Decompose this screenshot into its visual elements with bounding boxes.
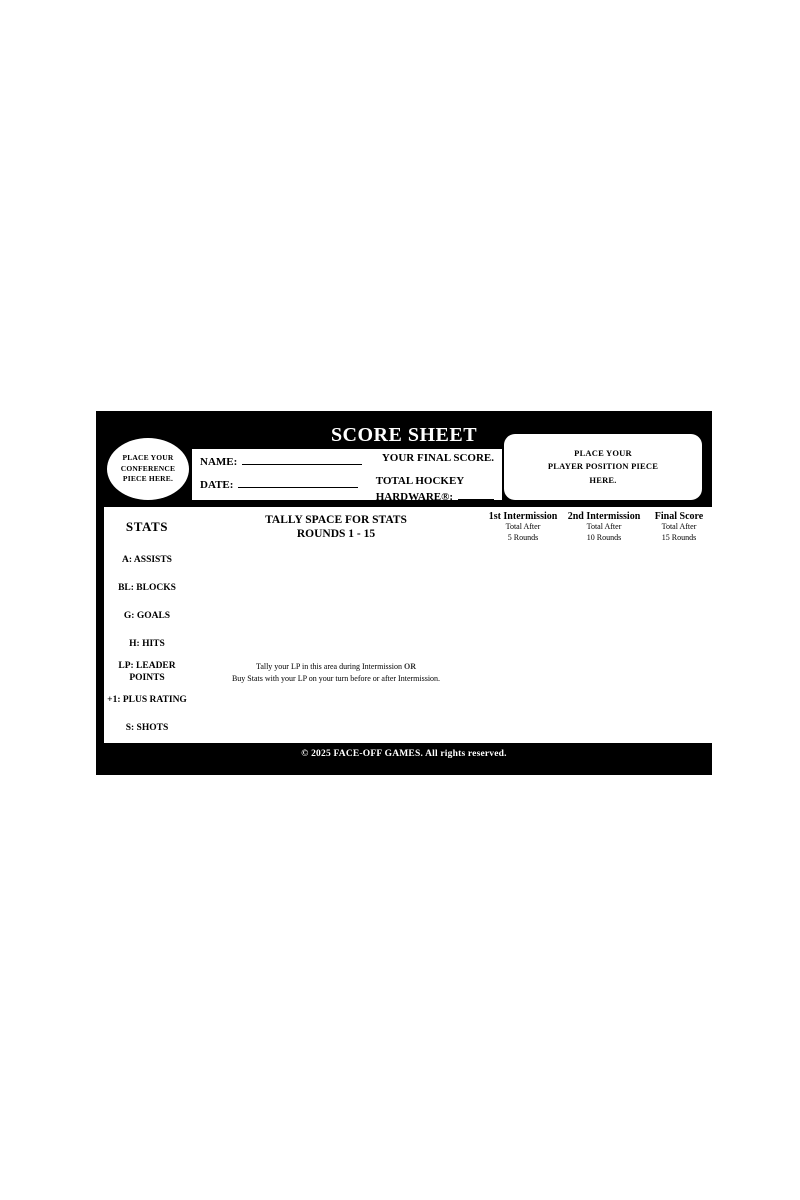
sheet-header [104,417,704,505]
row-label-leader-points: LP: LEADER POINTS [105,659,190,687]
position-piece-line-3: HERE. [589,474,617,485]
name-label: NAME: [200,456,238,468]
leader-points-note-2: Buy Stats with your LP on your turn before or after Intermission. [231,673,441,683]
conference-piece-line-2: CONFERENCE [120,463,176,473]
intermission-2-cell-hits[interactable] [564,631,645,659]
hardware-label-line-2: HARDWARE®: [375,490,453,503]
row-label-goals: G: GOALS [105,603,190,631]
intermission-1-sub-2: 5 Rounds [507,532,539,542]
player-position-piece-placeholder[interactable] [504,434,702,500]
tally-cell-shots[interactable] [190,715,483,743]
name-input[interactable] [242,453,362,465]
column-header-stats: STATS [105,508,190,547]
final-score-title: Final Score [654,510,704,522]
table-row [105,575,714,603]
intermission-1-cell-assists[interactable] [483,547,564,575]
table-row [105,603,714,631]
conference-piece-line-1: PLACE YOUR [122,452,174,462]
position-piece-line-2: PLAYER POSITION PIECE [547,461,659,472]
date-label: DATE: [200,479,234,491]
intermission-2-cell-plus-rating[interactable] [564,687,645,715]
intermission-2-cell-shots[interactable] [564,715,645,743]
final-cell-plus-rating[interactable] [645,687,714,715]
intermission-1-cell-leader-points[interactable] [483,659,564,687]
final-cell-goals[interactable] [645,603,714,631]
conference-piece-line-3: PIECE HERE. [122,474,174,484]
row-label-hits: H: HITS [105,631,190,659]
tally-cell-leader-points[interactable] [190,659,483,687]
intermission-2-cell-blocks[interactable] [564,575,645,603]
column-header-intermission-1 [483,508,564,547]
table-row [105,687,714,715]
intermission-1-cell-hits[interactable] [483,631,564,659]
final-score-sub-1: Total After [661,521,697,531]
intermission-1-title: 1st Intermission [488,510,558,522]
intermission-1-sub-1: Total After [505,521,541,531]
tally-cell-goals[interactable] [190,603,483,631]
intermission-1-cell-blocks[interactable] [483,575,564,603]
tally-cell-hits[interactable] [190,631,483,659]
hardware-input[interactable] [458,488,494,500]
total-hockey-hardware [376,476,494,503]
column-header-tally-line-1: TALLY SPACE FOR STATS [265,513,407,526]
column-header-intermission-2 [564,508,645,547]
table-row [105,715,714,743]
leader-points-note-1: Tally your LP in this area during Intermission OR [255,661,416,671]
final-score-label: YOUR FINAL SCORE. [381,452,494,464]
row-label-assists: A: ASSISTS [105,547,190,575]
intermission-2-sub-2: 10 Rounds [586,532,622,542]
intermission-1-cell-plus-rating[interactable] [483,687,564,715]
final-score-sub-2: 15 Rounds [661,532,697,542]
intermission-2-cell-goals[interactable] [564,603,645,631]
conference-piece-placeholder[interactable] [107,438,189,500]
table-row [105,631,714,659]
row-label-blocks: BL: BLOCKS [105,575,190,603]
final-cell-shots[interactable] [645,715,714,743]
date-field[interactable] [200,476,358,491]
intermission-2-cell-assists[interactable] [564,547,645,575]
column-header-tally-line-2: ROUNDS 1 - 15 [296,528,376,540]
column-header-final-score [645,508,714,547]
copyright-footer: © 2025 FACE-OFF GAMES. All rights reserved. [301,749,507,759]
player-info-box [192,449,502,503]
row-label-shots: S: SHOTS [105,715,190,743]
name-field[interactable] [200,453,362,468]
final-cell-assists[interactable] [645,547,714,575]
intermission-2-sub-1: Total After [586,521,622,531]
intermission-1-cell-shots[interactable] [483,715,564,743]
column-header-tally [190,508,483,547]
final-cell-hits[interactable] [645,631,714,659]
table-row [105,547,714,575]
date-row [200,475,494,503]
name-row [200,453,494,476]
page-title: SCORE SHEET [330,424,478,446]
final-cell-leader-points[interactable] [645,659,714,687]
intermission-1-cell-goals[interactable] [483,603,564,631]
table-row [105,659,714,687]
intermission-2-cell-leader-points[interactable] [564,659,645,687]
intermission-2-title: 2nd Intermission [567,510,641,522]
table-header-row [105,508,714,547]
position-piece-line-1: PLACE YOUR [574,447,632,458]
date-input[interactable] [238,476,358,488]
final-cell-blocks[interactable] [645,575,714,603]
stats-table [104,507,714,743]
tally-cell-blocks[interactable] [190,575,483,603]
hardware-label-line-1: TOTAL HOCKEY [375,475,465,487]
stats-table-body [105,547,714,743]
score-sheet [96,411,712,775]
tally-cell-assists[interactable] [190,547,483,575]
tally-cell-plus-rating[interactable] [190,687,483,715]
row-label-plus-rating: +1: PLUS RATING [105,687,190,715]
